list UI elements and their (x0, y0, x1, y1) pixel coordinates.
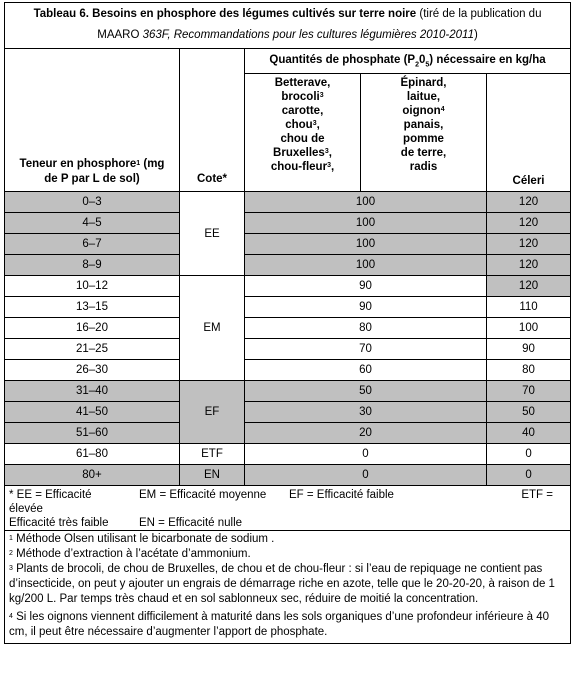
rating-em: EM (180, 276, 245, 381)
legend-etf-text: Efficacité très faible (9, 517, 109, 529)
footnotes-cell (5, 531, 571, 644)
footnote-1: $^1$ Méthode Olsen utilisant le bicarbonate de sodium . (9, 533, 275, 545)
rating-ee: EE (180, 192, 245, 276)
legend-ef: EF = Efficacité faible (289, 489, 394, 501)
table-cell-value: 100 (245, 213, 487, 234)
table-cell-range: 41–50 (5, 402, 180, 423)
table-cell-value: 0 (245, 465, 487, 486)
header-celery: Céleri (487, 74, 571, 192)
table-cell-range: 31–40 (5, 381, 180, 402)
table-cell-value: 100 (245, 192, 487, 213)
legend-cell (5, 486, 571, 531)
table-cell-range: 16–20 (5, 318, 180, 339)
rating-ef: EF (180, 381, 245, 444)
table-cell-value: 60 (245, 360, 487, 381)
table-cell-celery: 120 (487, 255, 571, 276)
table-title (5, 3, 571, 49)
table-cell-value: 80 (245, 318, 487, 339)
table-cell-value: 0 (245, 444, 487, 465)
legend-etf-label: ETF = (521, 489, 553, 501)
table-cell-celery: 50 (487, 402, 571, 423)
table-cell-range: 26–30 (5, 360, 180, 381)
table-cell-value: 90 (245, 276, 487, 297)
legend-en: EN = Efficacité nulle (139, 517, 243, 529)
legend (5, 486, 570, 530)
table-cell-celery: 80 (487, 360, 571, 381)
table-cell-range: 8–9 (5, 255, 180, 276)
table-cell-celery: 0 (487, 444, 571, 465)
table-cell-value: 100 (245, 255, 487, 276)
legend-ee: * EE = Efficacité élevée (9, 489, 92, 515)
table-cell-value: 100 (245, 234, 487, 255)
title-italic: 363F, Recommandations pour les cultures légumières 2010-2011 (142, 29, 474, 41)
footnote-2: $^2$ Méthode d’extraction à l’acétate d’ammonium. (9, 548, 251, 560)
document (4, 2, 570, 644)
header-crops-group-2: Épinard, laitue, oignon$^4$ panais, pomme de terre, radis (361, 74, 487, 192)
table-cell-value: 30 (245, 402, 487, 423)
header-phosphorus-content: Teneur en phosphore$^1$ (mg de P par L de sol) (5, 49, 180, 192)
table-cell-celery: 70 (487, 381, 571, 402)
title-rest: (tiré de la publication du (416, 8, 542, 20)
footnote-3: $^3$ Plants de brocoli, de chou de Bruxelles, de chou et de chou-fleur : si l’eau de repiquage ne contient pas d’insecticide, on peut y ajouter un engrais de démarrage riche en azote, telle que le 20-20-20, à raison de 1 kg/200 L. Par temps très chaud et en sol sablonneux sec, réduire de moitié la concentration. (9, 563, 555, 605)
table-cell-range: 80+ (5, 465, 180, 486)
table-cell-range: 6–7 (5, 234, 180, 255)
table-cell-celery: 0 (487, 465, 571, 486)
table-cell-celery: 40 (487, 423, 571, 444)
table-cell-value: 50 (245, 381, 487, 402)
table-cell-range: 61–80 (5, 444, 180, 465)
table-cell-range: 21–25 (5, 339, 180, 360)
table-cell-celery: 110 (487, 297, 571, 318)
table-cell-range: 0–3 (5, 192, 180, 213)
table-cell-celery: 90 (487, 339, 571, 360)
table-cell-range: 4–5 (5, 213, 180, 234)
title-bold: Tableau 6. Besoins en phosphore des légumes cultivés sur terre noire (33, 8, 417, 20)
table-cell-range: 10–12 (5, 276, 180, 297)
phosphorus-table (4, 2, 571, 644)
header-phosphate-quantities: Quantités de phosphate $(P_20_5)$ nécessaire en kg/ha (245, 49, 571, 74)
table-cell-value: 90 (245, 297, 487, 318)
table-cell-range: 51–60 (5, 423, 180, 444)
table-cell-value: 20 (245, 423, 487, 444)
table-cell-celery: 120 (487, 192, 571, 213)
table-cell-range: 13–15 (5, 297, 180, 318)
header-rating: Cote* (180, 49, 245, 192)
rating-etf: ETF (180, 444, 245, 465)
footnote-4: $^4$ Si les oignons viennent difficilement à maturité dans les sols organiques d’une profondeur inférieure à 40 cm, il peut être nécessaire d’augmenter l’apport de phosphate. (9, 611, 550, 638)
title-line2-prefix: MAARO (97, 29, 143, 41)
header-crops-group-1: Betterave, brocoli$^3$ carotte, chou$^3$, chou de Bruxelles$^3$, chou-fleur$^3$, (245, 74, 361, 192)
legend-em: EM = Efficacité moyenne (139, 489, 267, 501)
table-cell-celery: 100 (487, 318, 571, 339)
table-cell-celery: 120 (487, 213, 571, 234)
table-cell-celery: 120 (487, 276, 571, 297)
table-cell-value: 70 (245, 339, 487, 360)
title-line2-suffix: ) (473, 29, 478, 41)
rating-en: EN (180, 465, 245, 486)
table-cell-celery: 120 (487, 234, 571, 255)
